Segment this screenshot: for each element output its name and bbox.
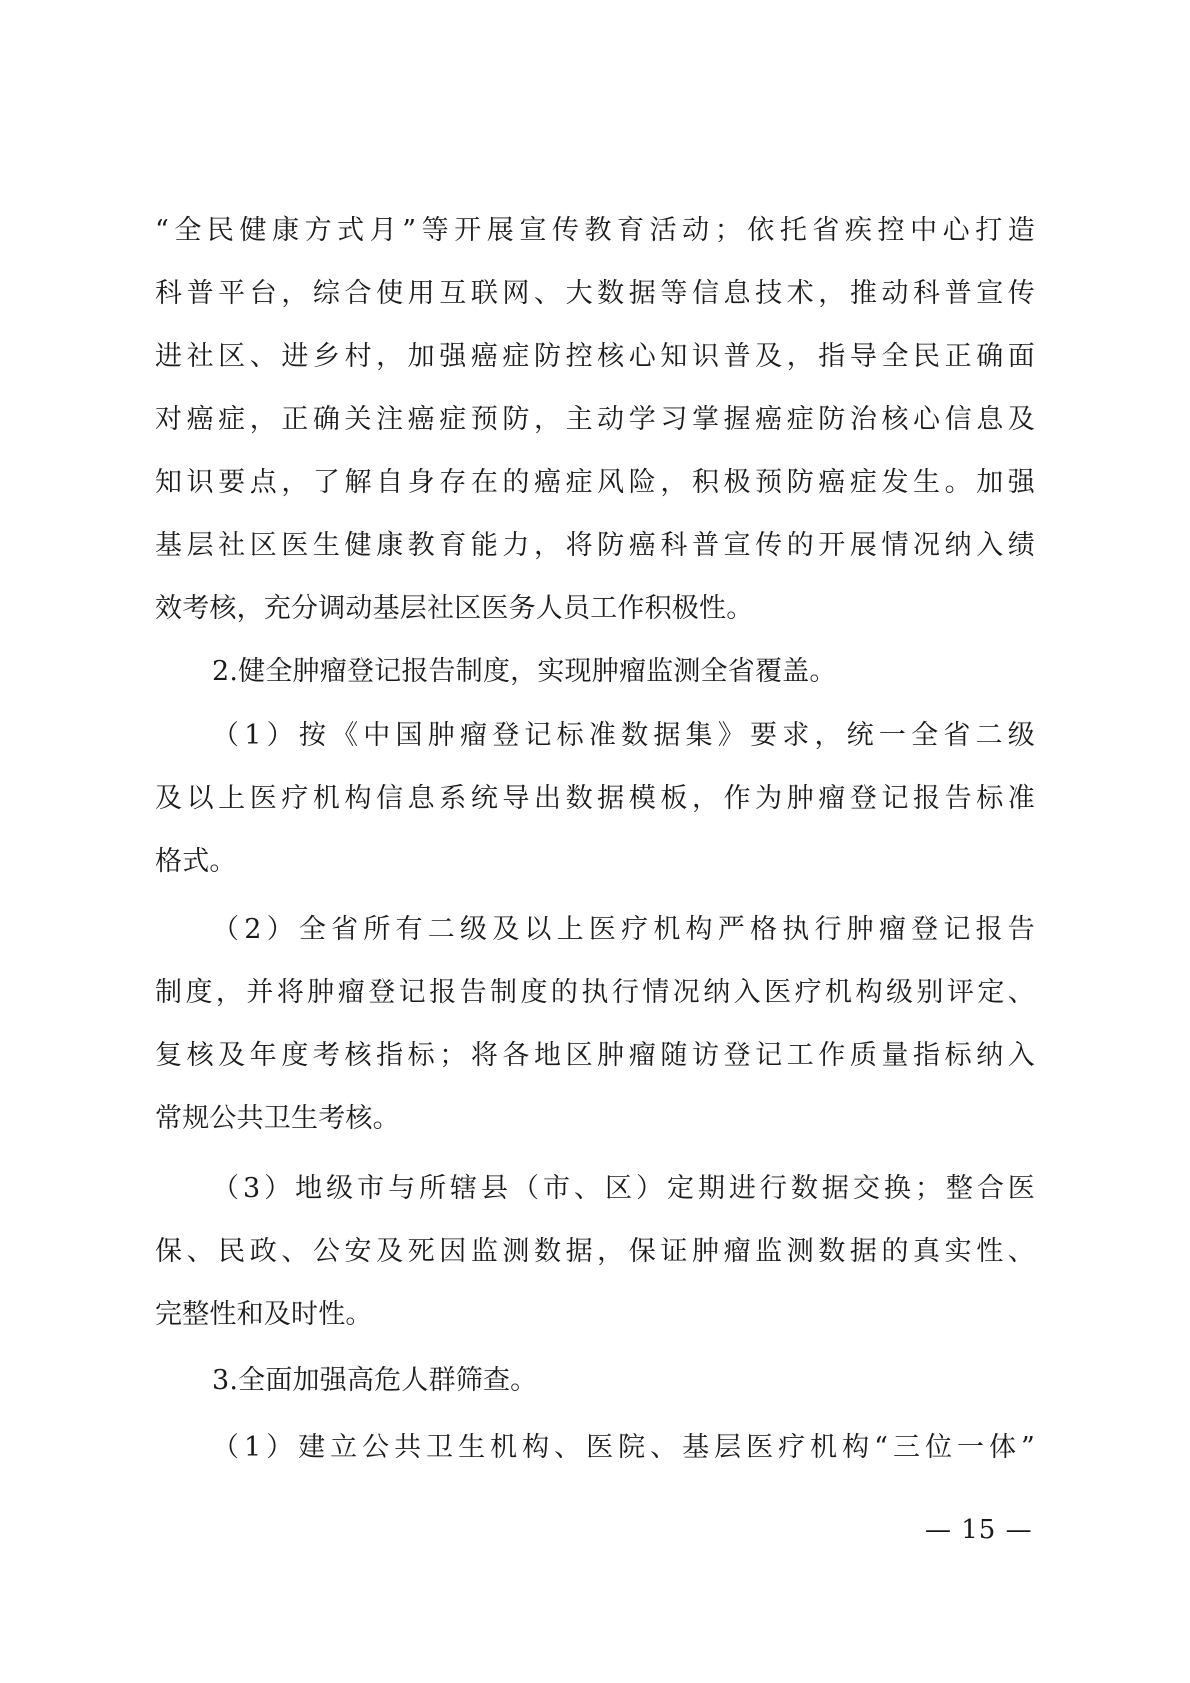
text-line: 对癌症，正确关注癌症预防，主动学习掌握癌症防治核心信息及 [155, 404, 1035, 435]
text-line: （1）按《中国肿瘤登记标准数据集》要求，统一全省二级 [212, 720, 1035, 751]
text-line: 完整性和及时性。 [155, 1299, 373, 1330]
text-line: 效考核，充分调动基层社区医务人员工作积极性。 [155, 593, 754, 624]
text-line: 科普平台，综合使用互联网、大数据等信息技术，推动科普宣传 [155, 278, 1035, 309]
text-line: “全民健康方式月”等开展宣传教育活动；依托省疾控中心打造 [155, 215, 1035, 246]
text-line: 进社区、进乡村，加强癌症防控核心知识普及，指导全民正确面 [155, 341, 1035, 372]
text-line: 知识要点，了解自身存在的癌症风险，积极预防癌症发生。加强 [155, 467, 1035, 498]
page-number: — 15 — [925, 1515, 1033, 1545]
text-line: （2）全省所有二级及以上医疗机构严格执行肿瘤登记报告 [212, 914, 1035, 945]
text-line: 格式。 [155, 846, 237, 877]
text-line: （3）地级市与所辖县（市、区）定期进行数据交换；整合医 [212, 1173, 1035, 1204]
text-line: 及以上医疗机构信息系统导出数据模板，作为肿瘤登记报告标准 [155, 783, 1035, 814]
text-line: 保、民政、公安及死因监测数据，保证肿瘤监测数据的真实性、 [155, 1236, 1035, 1267]
section-heading: 2.健全肿瘤登记报告制度，实现肿瘤监测全省覆盖。 [212, 656, 837, 687]
text-line: 复核及年度考核指标；将各地区肿瘤随访登记工作质量指标纳入 [155, 1040, 1035, 1071]
text-line: 常规公共卫生考核。 [155, 1103, 400, 1134]
text-line: 制度，并将肿瘤登记报告制度的执行情况纳入医疗机构级别评定、 [155, 977, 1035, 1008]
section-heading: 3.全面加强高危人群筛查。 [212, 1365, 538, 1396]
text-line: 基层社区医生健康教育能力，将防癌科普宣传的开展情况纳入绩 [155, 530, 1035, 561]
text-line: （1）建立公共卫生机构、医院、基层医疗机构“三位一体” [212, 1432, 1035, 1463]
